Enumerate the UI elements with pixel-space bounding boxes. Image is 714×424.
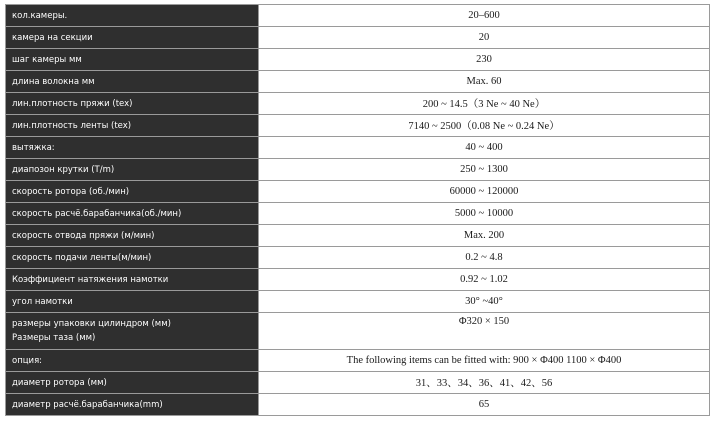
row-label: шаг камеры мм [6,49,259,71]
row-label: лин.плотность ленты (tex) [6,115,259,137]
row-value: 250 ~ 1300 [259,159,710,181]
table-row [6,203,710,225]
row-label: диаметр ротора (мм) [6,372,259,394]
row-label: диаметр расчё.барабанчика(mm) [6,394,259,416]
row-value: 30° ~40° [259,291,710,313]
table-row [6,5,710,27]
row-label-line: Размеры таза (мм) [12,333,96,343]
table-row [6,137,710,159]
table-row [6,372,710,394]
row-value: The following items can be fitted with: 900 × Φ400 1100 × Φ400 [259,350,710,372]
row-value: 65 [259,394,710,416]
row-label: длина волокна мм [6,71,259,93]
row-value: 40 ~ 400 [259,137,710,159]
row-value: 200 ~ 14.5（3 Ne ~ 40 Ne） [259,93,710,115]
table-row [6,71,710,93]
row-label: скорость расчё.барабанчика(об./мин) [6,203,259,225]
table-row [6,247,710,269]
row-value: 230 [259,49,710,71]
row-label: Коэффициент натяжения намотки [6,269,259,291]
row-value: 20–600 [259,5,710,27]
row-label: скорость ротора (об./мин) [6,181,259,203]
row-label: вытяжка: [6,137,259,159]
table-row [6,394,710,416]
row-label: угол намотки [6,291,259,313]
row-value: 20 [259,27,710,49]
table-row [6,269,710,291]
row-value: 0.2 ~ 4.8 [259,247,710,269]
row-value: 0.92 ~ 1.02 [259,269,710,291]
row-value: Max. 200 [259,225,710,247]
row-label: кол.камеры. [6,5,259,27]
row-value: 7140 ~ 2500（0.08 Ne ~ 0.24 Ne） [259,115,710,137]
row-value: 5000 ~ 10000 [259,203,710,225]
row-label-line: размеры упаковки цилиндром (мм) [12,319,171,329]
table-row [6,159,710,181]
table-row [6,27,710,49]
row-label: лин.плотность пряжи (tex) [6,93,259,115]
row-label: скорость отвода пряжи (м/мин) [6,225,259,247]
row-label: камера на секции [6,27,259,49]
row-label [6,313,259,350]
table-row [6,115,710,137]
row-value: Max. 60 [259,71,710,93]
row-label: диапозон крутки (T/m) [6,159,259,181]
table-row [6,181,710,203]
row-value: Φ320 × 150 [259,313,710,350]
specification-table [5,4,710,416]
table-row [6,291,710,313]
table-row [6,350,710,372]
row-value: 31、33、34、36、41、42、56 [259,372,710,394]
row-label: скорость подачи ленты(м/мин) [6,247,259,269]
table-row [6,49,710,71]
table-row [6,225,710,247]
row-label: опция: [6,350,259,372]
table-row [6,313,710,350]
table-row [6,93,710,115]
row-value: 60000 ~ 120000 [259,181,710,203]
